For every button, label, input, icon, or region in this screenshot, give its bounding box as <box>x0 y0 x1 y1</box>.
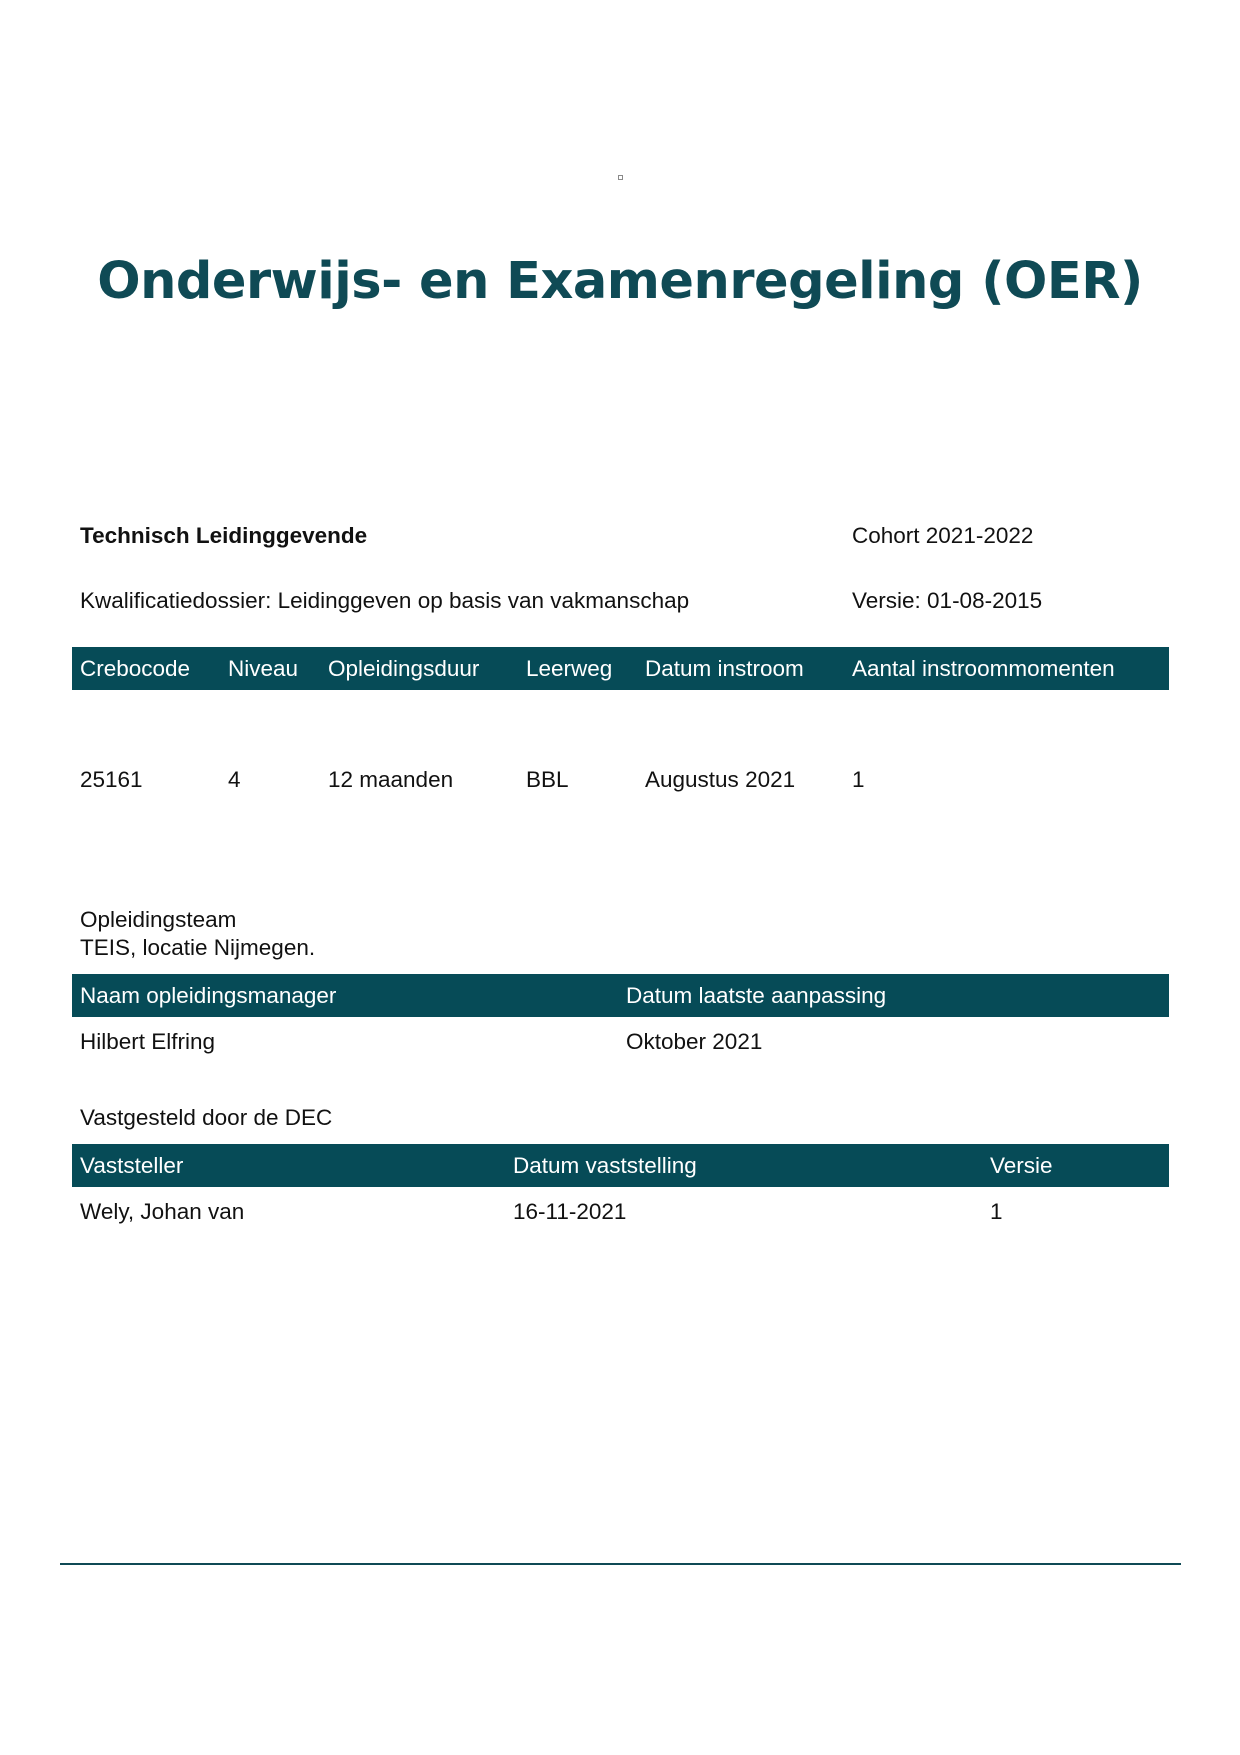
program-name: Technisch Leidinggevende <box>80 523 368 548</box>
header-niveau: Niveau <box>228 656 299 681</box>
dec-label: Vastgesteld door de DEC <box>80 1105 333 1130</box>
cell-leerweg: BBL <box>526 767 569 792</box>
approval-table-header <box>72 1144 1169 1187</box>
manager-table-header <box>72 974 1169 1017</box>
header-crebocode: Crebocode <box>80 656 191 681</box>
footer-divider <box>60 1563 1181 1565</box>
header-datum-laatste-aanpassing: Datum laatste aanpassing <box>626 983 887 1008</box>
cell-niveau: 4 <box>228 767 241 792</box>
header-naam-opleidingsmanager: Naam opleidingsmanager <box>80 983 337 1008</box>
cohort-label: Cohort 2021-2022 <box>852 523 1034 548</box>
team-label: Opleidingsteam <box>80 907 237 932</box>
cell-manager-name: Hilbert Elfring <box>80 1029 216 1054</box>
cell-last-modified: Oktober 2021 <box>626 1029 763 1054</box>
header-leerweg: Leerweg <box>526 656 613 681</box>
header-vaststeller: Vaststeller <box>80 1153 184 1178</box>
program-table-header <box>72 647 1169 690</box>
header-datum-vaststelling: Datum vaststelling <box>513 1153 697 1178</box>
cell-datum-instroom: Augustus 2021 <box>645 767 796 792</box>
cell-opleidingsduur: 12 maanden <box>328 767 454 792</box>
header-versie: Versie <box>990 1153 1053 1178</box>
header-opleidingsduur: Opleidingsduur <box>328 656 480 681</box>
header-datum-instroom: Datum instroom <box>645 656 804 681</box>
team-location: TEIS, locatie Nijmegen. <box>80 935 316 960</box>
cell-crebocode: 25161 <box>80 767 143 792</box>
qualification-dossier: Kwalificatiedossier: Leidinggeven op basis van vakmanschap <box>80 588 690 613</box>
header-aantal-instroommomenten: Aantal instroommomenten <box>852 656 1115 681</box>
cell-vaststeller: Wely, Johan van <box>80 1199 245 1224</box>
document-title: Onderwijs- en Examenregeling (OER) <box>97 252 1143 311</box>
cell-datum-vaststelling: 16-11-2021 <box>513 1199 627 1224</box>
cell-aantal-instroommomenten: 1 <box>852 767 865 792</box>
small-square-marker <box>618 175 623 180</box>
dossier-version: Versie: 01-08-2015 <box>852 588 1043 613</box>
cell-versie: 1 <box>990 1199 1003 1224</box>
